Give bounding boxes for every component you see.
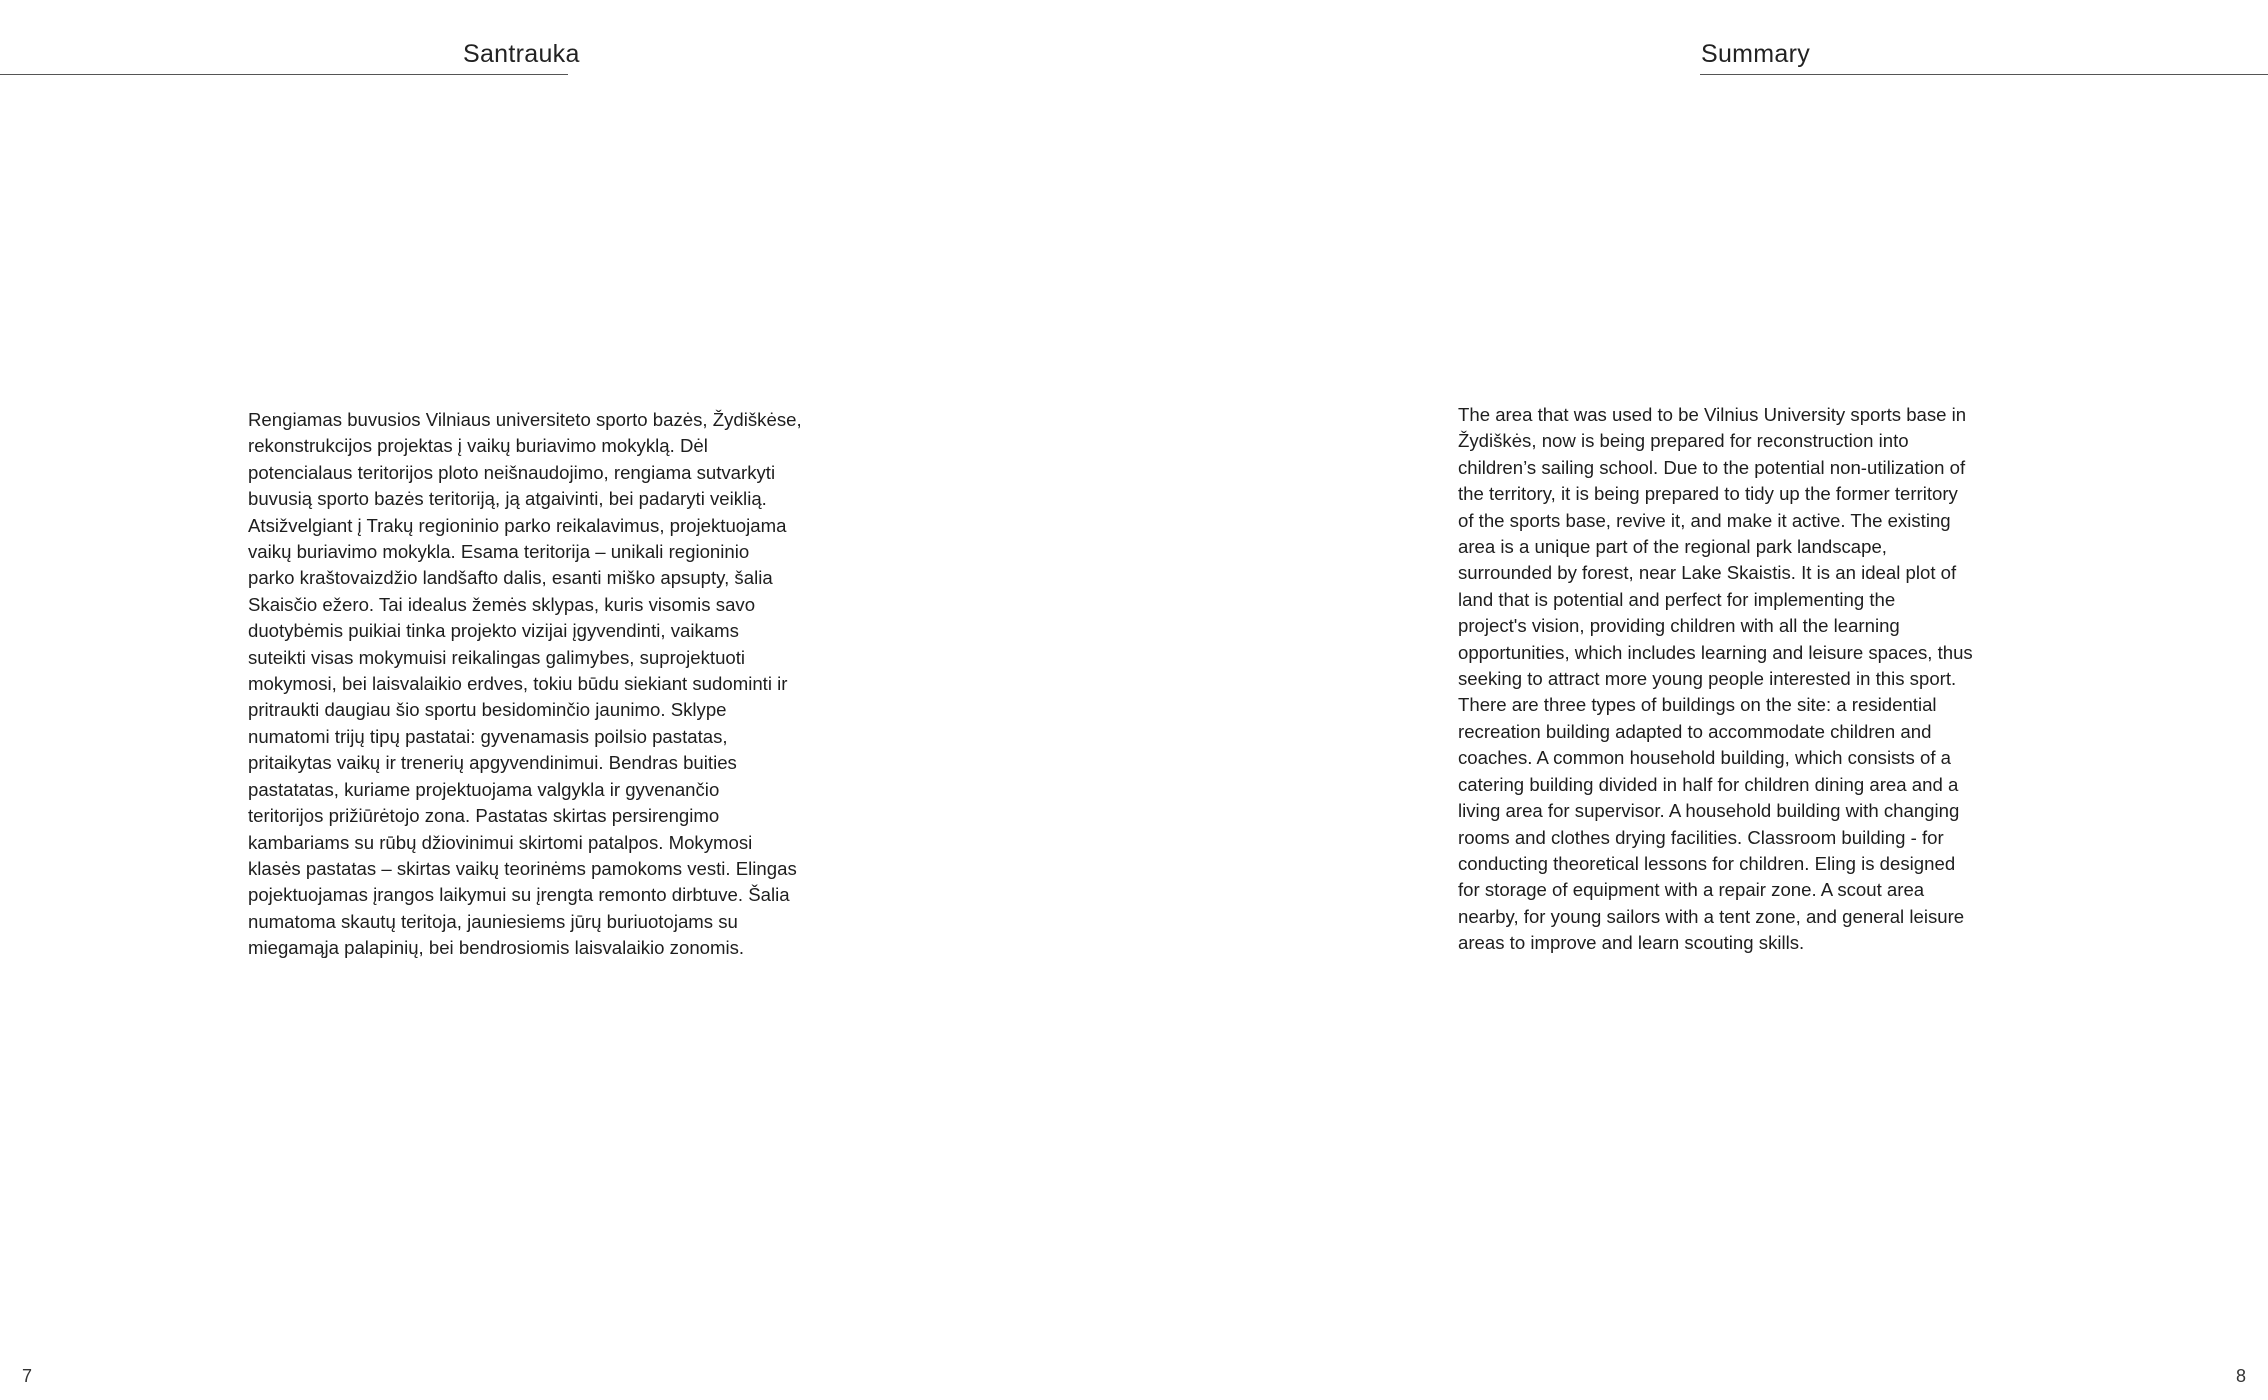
summary-text-english: The area that was used to be Vilnius University sports base in Žydiškės, now is being prepared for reconstruction into children’s sailing school. Due to the potential non-utilization of the territory, it is being prepared to tidy up the former territory of the sports base, revive it, and make it active. The existing area is a unique part of the regional park landscape, surrounded by forest, near Lake Skaistis. It is an ideal plot of land that is potential and perfect for implementing the project's vision, providing children with all the learning opportunities, which includes learning and leisure spaces, thus seeking to attract more young people interested in this sport. There are three types of buildings on the site: a residential recreation building adapted to accommodate children and coaches. A common household building, which consists of a catering building divided in half for children dining area and a living area for supervisor. A household building with changing rooms and clothes drying facilities. Classroom building - for conducting theoretical lessons for children. Eling is designed for storage of equipment with a repair zone. A scout area nearby, for young sailors with a tent zone, and general leisure areas to improve and learn scouting skills.	[1458, 404, 1973, 954]
header-rule-right	[1700, 74, 2268, 75]
page-number-right: 8	[2235, 1366, 2246, 1386]
header-rule-left	[0, 74, 568, 75]
section-title-santrauka: Santrauka	[463, 40, 580, 68]
page-number-left: 7	[22, 1366, 33, 1386]
right-page	[1134, 0, 2268, 1400]
section-title-summary: Summary	[1701, 40, 1811, 68]
summary-text-lithuanian: Rengiamas buvusios Vilniaus universiteto sporto bazės, Žydiškėse, rekonstrukcijos projektas į vaikų buriavimo mokyklą. Dėl potencialaus teritorijos ploto neišnaudojimo, rengiama sutvarkyti buvusią sporto bazės teritoriją, ją atgaivinti, bei padaryti veiklią. Atsižvelgiant į Trakų regioninio parko reikalavimus, projektuojama vaikų buriavimo mokykla. Esama teritorija – unikali regioninio parko kraštovaizdžio landšafto dalis, esanti miško apsupty, šalia Skaisčio ežero. Tai idealus žemės sklypas, kuris visomis savo duotybėmis puikiai tinka projekto vizijai įgyvendinti, vaikams suteikti visas mokymuisi reikalingas galimybes, suprojektuoti mokymosi, bei laisvalaikio erdves, tokiu būdu siekiant sudominti ir pritraukti daugiau šio sportu besidominčio jaunimo. Sklype numatomi trijų tipų pastatai: gyvenamasis poilsio pastatas, pritaikytas vaikų ir trenerių apgyvendinimui. Bendras buities pastatatas, kuriame projektuojama valgykla ir gyvenančio teritorijos prižiūrėtojo zona. Pastatas skirtas persirengimo kambariams su rūbų džiovinimui skirtomi patalpos. Mokymosi klasės pastatas – skirtas vaikų teorinėms pamokoms vesti. Elingas pojektuojamas įrangos laikymui su įrengta remonto dirbtuve. Šalia numatoma skautų teritoja, jauniesiems jūrų buriuotojams su miegamąja palapinių, bei bendrosiomis laisvalaikio zonomis.	[248, 409, 802, 959]
